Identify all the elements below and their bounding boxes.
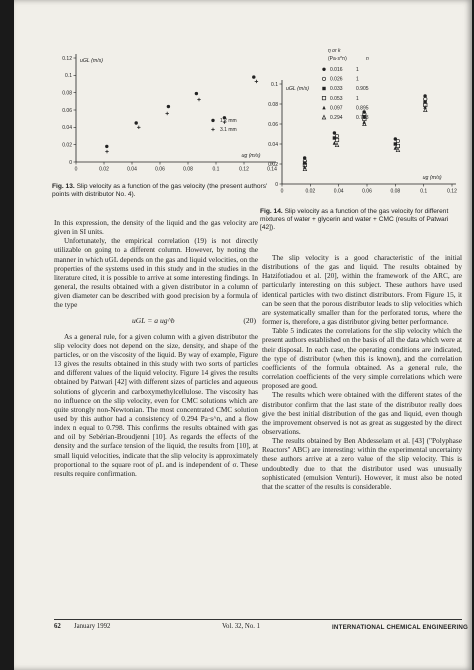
legend-k-value: 0.097 [330,105,343,112]
left-paragraph-1: In this expression, the density of the liquid and the gas velocity are given in SI units. [54,218,258,237]
y-tick-label: 0 [275,181,278,188]
legend-marker [322,68,325,71]
legend-k-value: 0.294 [330,115,343,121]
legend-n-value: 1 [356,76,359,83]
figure-13-caption-label: Fig. 13. [52,183,75,190]
y-tick-label: 0.06 [62,107,72,114]
right-column [262,253,462,491]
footer-volume: Vol. 32, No. 1 [222,623,261,630]
equation-number: (20) [243,315,256,325]
y-tick-label: 0.08 [268,101,278,108]
legend-header-k: η or k [328,48,341,54]
figure-13 [50,50,282,178]
data-point [335,143,338,147]
y-tick-label: 0.1 [271,81,278,88]
x-tick-label: 0.06 [362,188,372,195]
legend-header-unit: (Pa·s^n) [328,56,347,62]
y-tick-label: 0.1 [65,73,72,80]
equation-expression: uGL = a ug^b [132,315,175,325]
legend-marker [322,77,325,80]
legend-marker [322,106,325,110]
y-tick-label: 0.04 [268,141,278,148]
y-tick-label: 0 [69,159,72,166]
y-tick-label: 0.06 [268,121,278,128]
x-tick-label: 0.06 [155,166,165,173]
footer-journal: INTERNATIONAL CHEMICAL ENGINEERING [332,624,469,631]
y-tick-label: 0.08 [62,90,72,97]
figure-13-caption [52,183,274,199]
equation-20 [54,310,258,332]
figure-14-caption-label: Fig. 14. [260,208,283,215]
legend-k-value: 0.033 [330,86,343,93]
x-tick-label: 0.14 [267,166,277,173]
footer-rule [54,619,462,620]
data-point [396,148,399,152]
legend-header-n: n [366,56,369,62]
data-point [424,97,427,100]
legend-n-value: 1 [356,67,359,73]
legend-n-value: 1 [356,95,359,102]
figure-14-caption [260,208,462,232]
y-tick-label: 0.12 [62,55,72,62]
legend-label: 3.1 mm [220,127,237,133]
y-axis-label: uGL (m/s) [80,58,103,64]
right-paragraph-3: The results which were obtained with the different states of the distributor confirm that the last state of the distributor really does give the best initial distribution of the gas and liquid, even though the improvement observed is not as great as suggested by the direct observations. [262,390,462,436]
x-tick-label: 0.08 [183,166,193,173]
data-point [105,150,108,153]
data-point [137,126,140,129]
y-tick-label: 0.02 [62,142,72,149]
right-paragraph-1: The slip velocity is a good characteristic of the initial distributions of the gas and liquid. The results obtained by Hatzifotiadou et al. [20], within the framework of the ARC, are particularly interesting on this subject. These authors have used identical particles with two distinct distributors. From Figure 15, it can be seen that the porous distributor leads to slip velocities which are systematically smaller than for the perforated torus, where the former is, therefore, a gas distributor giving better performance. [262,253,462,327]
x-tick-label: 0.02 [99,166,109,173]
data-point [167,105,170,108]
footer-page-number: 62 [54,623,61,630]
legend-n-value: 0.798 [356,115,369,121]
x-tick-label: 0 [280,188,284,195]
data-point [166,112,169,115]
data-point [105,145,108,148]
x-tick-label: 0.1 [420,188,428,195]
y-tick-label: 0.04 [62,125,72,132]
x-tick-label: 0.08 [390,188,401,195]
legend-n-value: 0.905 [356,86,369,93]
legend-n-value: 0.895 [356,105,369,112]
x-tick-label: 0 [74,166,78,173]
data-point [333,131,336,134]
legend-k-value: 0.053 [330,95,343,102]
x-tick-label: 0.04 [333,188,344,195]
x-tick-label: 0.04 [127,166,137,173]
legend-k-value: 0.016 [330,67,343,73]
legend-marker [211,119,214,122]
figure-14-chart [254,44,466,202]
x-tick-label: 0.12 [447,188,457,195]
footer-date: January 1992 [74,623,111,630]
figure-14 [254,44,466,202]
legend-marker [322,87,325,90]
data-point [396,139,399,142]
legend-marker [322,96,325,99]
x-axis-label: ug (m/s) [422,175,442,181]
x-tick-label: 0.02 [305,188,316,195]
data-point [135,121,138,124]
x-axis-label: ug (m/s) [241,153,261,159]
figure-13-caption-text: Slip velocity as a function of the gas velocity (the present authors' points with distributor No. 4). [52,183,268,198]
data-point [195,92,198,95]
legend-marker [211,128,214,131]
legend-k-value: 0.026 [330,76,343,83]
figure-14-caption-text: Slip velocity as a function of the gas velocity for different mixtures of water + glycerin and water + CMC (results of Patwari [42]). [260,208,449,231]
legend-marker [322,115,325,119]
journal-page [14,0,472,670]
data-point [197,98,200,101]
y-axis-label: uGL (m/s) [286,86,309,92]
x-tick-label: 0.12 [239,166,249,173]
left-paragraph-3: As a general rule, for a given column with a given distributor the slip velocity does not depend on the size, density, and shape of the particles, or on the viscosity of the liquid. By way of example, Figure 13 gives the results obtained in this study with two sorts of particles and different values of the liquid velocity. Figure 14 gives the results obtained by Patwari [42] with different sizes of particles and aqueous solutions of glycerin and carboxymethylcellulose. The viscosity has no influence on the slip velocity, even for CMC solutions which are quite strongly non-Newtonian. The most concentrated CMC solution used by this author had a consistency of 0.294 Pa·s^n, and a flow index n equal to 0.798. This confirms the results obtained with gas and oil by Sebérian-Broudjenni [10]. As regards the effects of the density and the surface tension of the liquid, the results from [10], at small liquid velocities, indicate that the slip velocity is approximately proportional to the square root of ρL and is independent of σ. These results require confirmation. [54,331,258,478]
x-tick-label: 0.1 [212,166,220,173]
right-paragraph-4: The results obtained by Ben Abdesselam et al. [43] ("Polyphase Reactors" ABC) are interesting: within the experimental uncertainty these authors arrive at a zero value of the slip velocity. This is undoubtedly due to that the distributor used was unusually sophisticated (emulsion Venturi). However, it must also be noted that the scatter of the results is considerable. [262,436,462,491]
y-tick-label: 0.02 [268,161,278,168]
figure-13-chart [50,50,282,178]
left-column [54,218,258,478]
legend-label: 1.2 mm [220,118,237,124]
left-paragraph-2: Unfortunately, the empirical correlation (19) is not directly utilizable on going to a different column. However, by noting the manner in which uGL depends on the gas and liquid velocities, on the properties of the systems used in this study and in the studies in the literature cited, it is possible to arrive at some interesting findings. In general, the results obtained with a given distributor in a column of given diameter can be described with good precision by a formula of the type [54,236,258,310]
right-paragraph-2: Table 5 indicates the correlations for the slip velocity which the present authors established on the basis of all the data which were at their disposal. In each case, the operating conditions are indicated, the type of distributor (when this is known), and the correlation coefficients of the formula obtained. As a general rule, the correlation coefficients of the very simple correlations which were proposed are good. [262,326,462,391]
